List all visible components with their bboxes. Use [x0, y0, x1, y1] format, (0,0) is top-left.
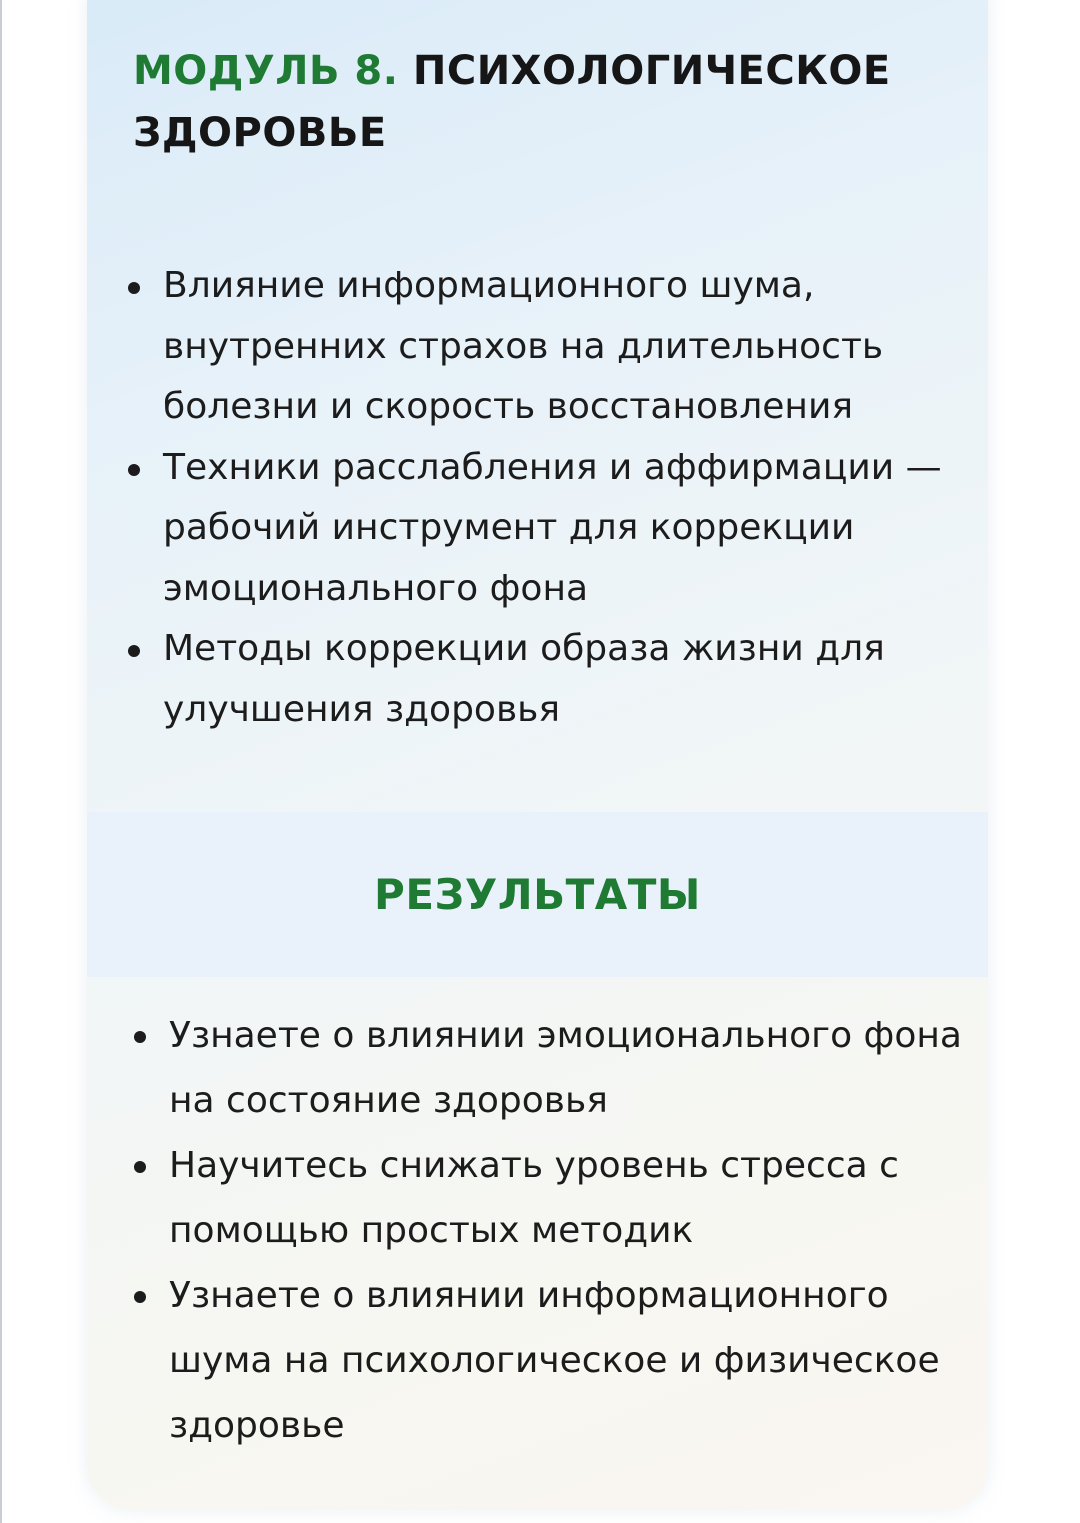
result-item-text: Научитесь снижать уровень стресса с помощью простых методик: [169, 1145, 899, 1251]
result-item: [169, 1133, 974, 1263]
bullet-dot-icon: [128, 464, 140, 476]
topics-list: [163, 256, 978, 740]
topic-item: [163, 438, 978, 620]
result-item-text: Узнаете о влиянии эмоционального фона на состояние здоровья: [169, 1015, 962, 1121]
topic-item: [163, 619, 978, 740]
result-item: [169, 1263, 974, 1458]
results-header-band: [87, 812, 988, 977]
bullet-dot-icon: [134, 1291, 146, 1303]
scroll-edge-divider: [0, 0, 2, 1523]
topic-item-text: Техники расслабления и аффирмации — рабочий инструмент для коррекции эмоционального фона: [163, 446, 942, 609]
module-card: [87, 0, 988, 1510]
results-heading: РЕЗУЛЬТАТЫ: [374, 870, 701, 919]
results-list: [169, 1003, 974, 1458]
result-item: [169, 1003, 974, 1133]
bullet-dot-icon: [134, 1031, 146, 1043]
module-heading: [133, 40, 953, 164]
module-title-text: ПСИХОЛОГИЧЕСКОЕ ЗДОРОВЬЕ: [133, 48, 891, 156]
bullet-dot-icon: [134, 1161, 146, 1173]
module-number-label: МОДУЛЬ 8.: [133, 48, 399, 94]
bullet-dot-icon: [128, 645, 140, 657]
module-card-content: [87, 0, 988, 1510]
topic-item-text: Методы коррекции образа жизни для улучшения здоровья: [163, 628, 885, 730]
topic-item: [163, 256, 978, 438]
result-item-text: Узнаете о влиянии информационного шума на психологическое и физическое здоровье: [169, 1275, 940, 1446]
bullet-dot-icon: [128, 282, 140, 294]
topic-item-text: Влияние информационного шума, внутренних страхов на длительность болезни и скорость восстановления: [163, 265, 884, 427]
